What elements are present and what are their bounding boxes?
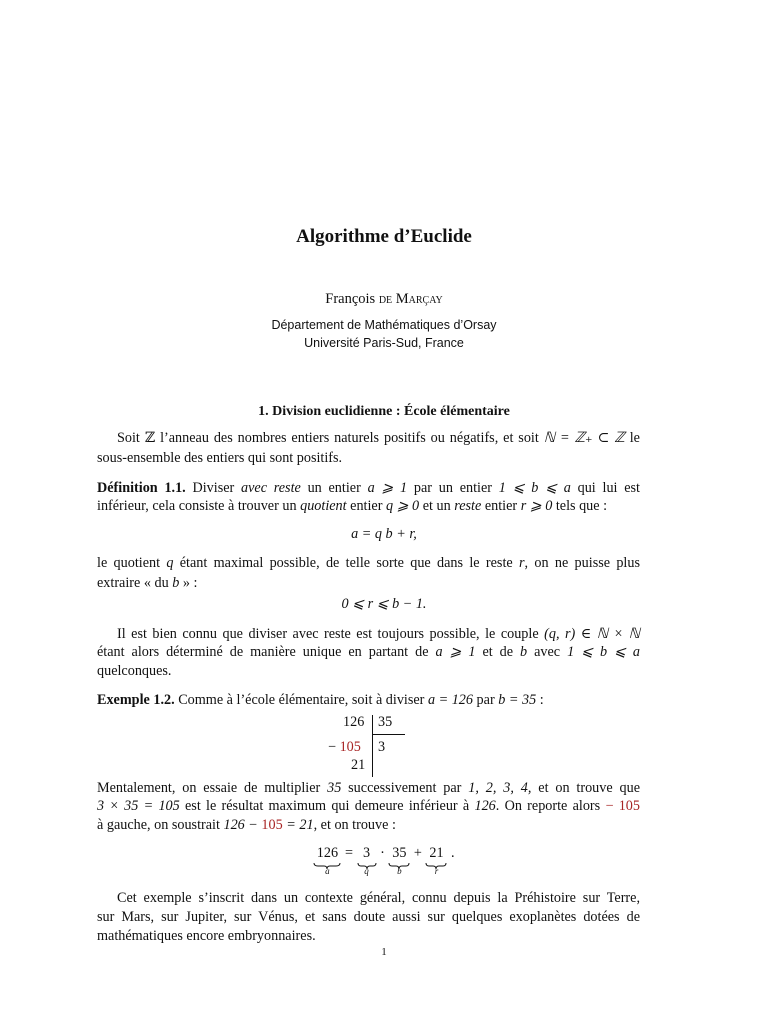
para1-line1: Soit ℤ l’anneau des nombres entiers naturels positifs ou négatifs, et soit ℕ = ℤ₊ ⊂ ℤ le xyxy=(117,430,640,446)
author-name xyxy=(0,291,768,308)
para2-line2: étant alors déterminé de manière unique en partant de a ⩾ 1 et de b avec 1 ⩽ b ⩽ a xyxy=(97,644,640,660)
brace-r: 21 r xyxy=(425,845,447,876)
para3-line3: à gauche, on soustrait 126 − 105 = 21, et on trouve : xyxy=(97,817,396,833)
example-label: Exemple 1.2. xyxy=(97,692,175,708)
definition-line3: le quotient q étant maximal possible, de telle sorte que dans le reste r, on ne puisse plus xyxy=(97,555,640,571)
para3-line1: Mentalement, on essaie de multiplier 35 successivement par 1, 2, 3, 4, et on trouve que xyxy=(97,780,641,796)
author-last-name: de Marçay xyxy=(378,291,443,307)
definition-label: Définition 1.1. xyxy=(97,480,186,496)
para2-line3: quelconques. xyxy=(97,663,172,679)
para2-line1: Il est bien connu que diviser avec reste est toujours possible, le couple (q, r) ∈ ℕ × ℕ xyxy=(117,626,640,642)
author-first-name: François xyxy=(325,291,379,307)
division-divisor: 35 xyxy=(378,714,393,730)
definition-equation: a = q b + r, xyxy=(351,526,417,542)
para1-line2: sous-ensemble des entiers qui sont positifs. xyxy=(97,450,343,466)
definition-line2: inférieur, cela consiste à trouver un quotient entier q ⩾ 0 et un reste entier r ⩾ 0 tels que : xyxy=(97,498,608,514)
para3-line2: 3 × 35 = 105 est le résultat maximum qui demeure inférieur à 126. On reporte alors − 105 xyxy=(97,798,640,814)
division-dividend: 126 xyxy=(343,714,365,730)
brace-a: 126 a xyxy=(313,845,341,876)
affiliation-department: Département de Mathématiques d’Orsay xyxy=(271,318,497,332)
page-number: 1 xyxy=(381,946,387,958)
para4-line3: mathématiques encore embryonnaires. xyxy=(97,928,316,944)
division-subtract: − 105 xyxy=(328,739,361,755)
division-horizontal-rule xyxy=(373,734,405,735)
definition-line4: extraire « du b » : xyxy=(97,575,198,591)
division-vertical-rule xyxy=(372,715,373,777)
braced-equation: 126 a = 3 q · 35 b + 21 r . xyxy=(0,845,768,879)
para4-line1: Cet exemple s’inscrit dans un contexte général, connu depuis la Préhistoire sur Terre, xyxy=(117,890,640,906)
paper-title: Algorithme d’Euclide xyxy=(296,226,472,247)
affiliation-university: Université Paris-Sud, France xyxy=(304,336,464,350)
para4-line2: sur Mars, sur Jupiter, sur Vénus, et sans doute aussi sur quelques exoplanètes dotées de xyxy=(97,909,640,925)
brace-b: 35 b xyxy=(388,845,410,876)
definition-line1: Définition 1.1. Diviser avec reste un entier a ⩾ 1 par un entier 1 ⩽ b ⩽ a qui lui est xyxy=(97,480,640,496)
definition-inequality: 0 ⩽ r ⩽ b − 1. xyxy=(341,596,427,612)
division-quotient: 3 xyxy=(378,739,386,755)
division-remainder: 21 xyxy=(351,757,366,773)
example-line: Exemple 1.2. Comme à l’école élémentaire, soit à diviser a = 126 par b = 35 : xyxy=(97,692,544,708)
section-heading: 1. Division euclidienne : École élémentaire xyxy=(258,404,510,419)
brace-q: 3 q xyxy=(357,845,377,876)
